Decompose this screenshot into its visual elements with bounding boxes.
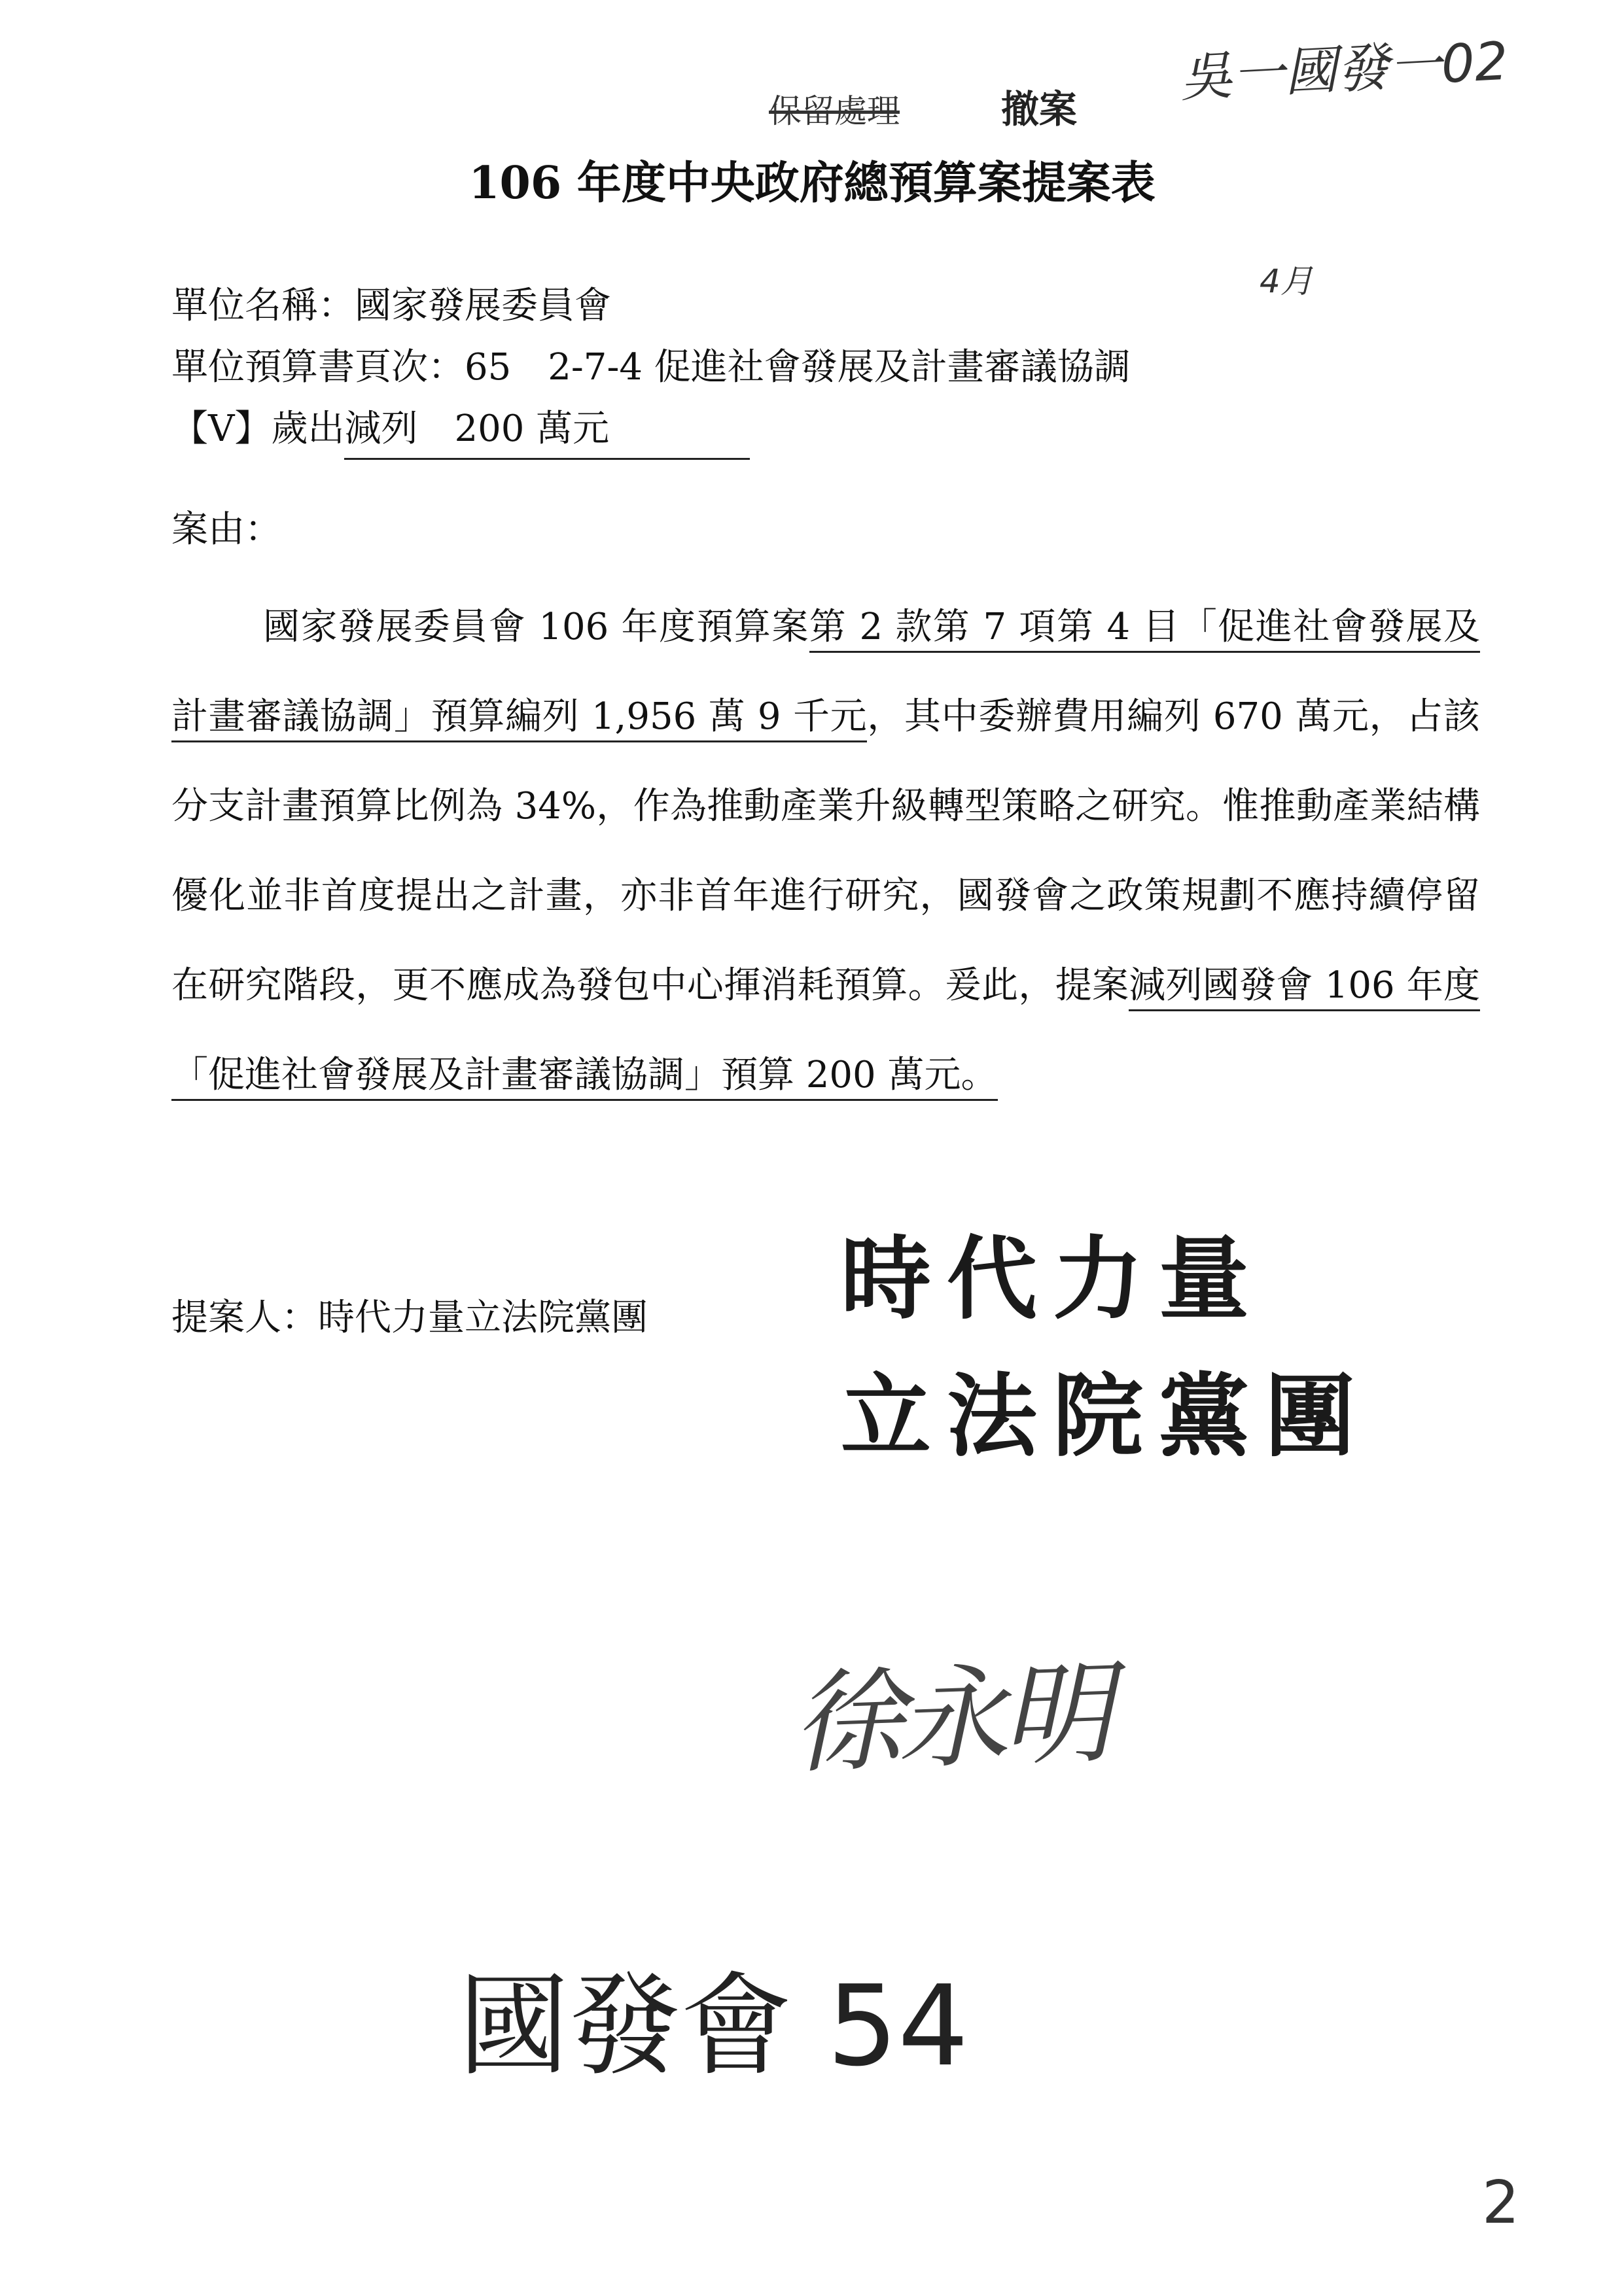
proposer-name: 時代力量立法院黨團: [318, 1296, 648, 1339]
reason-seg-4: 減列國發會 106 年度「促進社會發展及計畫審議協調」預算 200 萬元。: [171, 964, 1480, 1101]
unit-name-value: 國家發展委員會: [355, 285, 611, 327]
withdraw-label: 撤案: [1001, 87, 1078, 131]
proposer-label: 提案人：: [171, 1296, 318, 1339]
page-ref-row: [171, 341, 1131, 394]
proposer-row: [171, 1292, 648, 1344]
checkbox-mark: 【V】: [171, 408, 272, 450]
budget-cut-row: [171, 403, 750, 460]
signature: 徐永明: [790, 1648, 1108, 1790]
cut-value: 減列 200 萬元: [344, 403, 750, 460]
reference-code: 吳一國發一02: [1178, 30, 1509, 109]
page-ref-label: 單位預算書頁次：: [171, 346, 465, 389]
unit-name-row: [171, 280, 611, 332]
page-number: 2: [1482, 2168, 1520, 2237]
month-mark: 4月: [1260, 262, 1313, 300]
reason-seg-3: ，其中委辦費用編列 670 萬元，占該分支計畫預算比例為 34%，作為推動產業升級轉型策略之研究。惟推動產業結構優化並非首度提出之計畫，亦非首年進行研究，國發會之政策規劃不應持續停留在研究階段，更不應成為發包中心揮消耗預算。爰此，提案: [171, 695, 1480, 1007]
page-ref-value: 65 2-7-4 促進社會發展及計畫審議協調: [465, 346, 1131, 389]
unit-name-label: 單位名稱：: [171, 285, 355, 327]
party-stamp-line-2: 立法院黨團: [841, 1364, 1371, 1469]
reason-body: [171, 582, 1480, 1120]
reason-label: 案由：: [171, 508, 281, 551]
reason-seg-2: 第 2 款第 7 項第 4 目「促進社會發展及計畫審議協調」預算編列 1,956 萬 9 千元: [171, 606, 1480, 742]
page-title: 106 年度中央政府總預算案提案表: [468, 157, 1156, 209]
cut-label: 歲出: [271, 408, 345, 450]
struck-label: 保留處理: [769, 92, 900, 130]
handwritten-code: 國發會 54: [458, 1962, 969, 2091]
party-stamp-line-1: 時代力量: [841, 1226, 1265, 1332]
reason-seg-1: 國家發展委員會 106 年度預算案: [263, 606, 809, 648]
